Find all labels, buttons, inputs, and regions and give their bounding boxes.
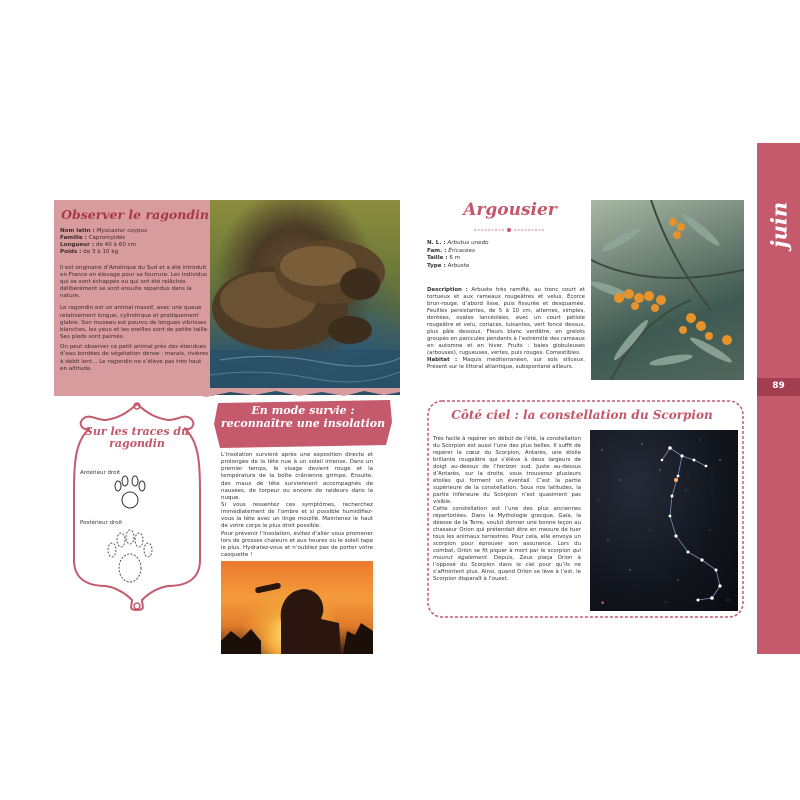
ragondin-latin: Nom latin : Myocastor coypus [60,228,148,234]
ragondin-text [60,228,210,373]
argousier-taille: Taille : 6 m [427,255,461,262]
survival-paragraph-3: Pour prévenir l’insolation, évitez d’aller vous promener lors de grosses chaleurs et aux heures où le soleil tape le plus. Hydratez-vous et n’oubliez pas de porter votre casquette ! [221,530,373,558]
scorpion-constellation-photo [590,430,738,611]
scorpion-text [433,436,581,583]
ragondin-paragraph-3: On peut observer ce petit animal près des étendues d’eau bordées de végétation dense : marais, rivières à débit lent... Le ragondin ne s’élève pas très haut en altitude. [60,344,209,372]
survival-paragraph-1: L’insolation survient après une exposition directe et prolongée de la tête nue à un soleil intense. Dans un premier temps, le visage devient rouge et la température de la boîte crânienne grimpe. Ensuite, des maux de tête surviennent accompagnés de nausées, de torpeur ou encore de raideurs dans la nuque. [221,452,373,501]
scorpion-title: Côté ciel : la constellation du Scorpion [451,408,713,422]
torn-edge [54,388,400,398]
ragondin-family: Famille : Capromyidés [60,235,126,242]
back-paw-print-icon [106,528,154,586]
argousier-habitat-paragraph: Habitat : Maquis méditerranéen, sur sols siliceux. Présent sur le littoral atlantique, subspontané ailleurs. [427,357,585,371]
scorpion-paragraph-1: Très facile à repérer en début de l’été, la constellation du Scorpion est aussi l’une des plus belles. Il suffit de repérer le cœur du Scorpion, Antarès, une étoile brillante rougeâtre qui s’élève à deux largeurs de doigt au-dessus de l’horizon sud. Juste au-dessus d’Antarès, sur la droite, vous trouverez plusieurs étoiles qui forment un éventail. C’est la partie supérieure de la constellation. Sous nos latitudes, la partie inférieure du Scorpion n’est quasiment pas visible. [433,436,581,506]
argousier-type: Type : Arbuste [427,262,470,269]
title-separator [474,227,544,233]
front-paw-print-icon [110,474,150,514]
argousier-description-paragraph: Description : Arbuste très ramifié, au tronc court et tortueux et aux rameaux rougeâtres et velus. Écorce brun-rouge, d’abord lisse, puis fissurée et desquamée. Feuilles persistantes, de 5 à 10 cm, alternes, simples, dentées, ovales lancéolées, avec un court pétiole rougeâtre et velu, coriaces, luisantes, vert foncé dessus, plus pâle dessous. Fleurs blanc verdâtre, en grelots groupés en panicules pendants à l’extrémité des rameaux en automne et en hiver. Fruits : baies globuleuses (arbouses), rugueuses, vertes, puis rouges. Comestibles. [427,287,585,357]
ragondin-paragraph-1: Il est originaire d’Amérique du Sud et a été introduit en France en élevage pour sa fourrure. Les individus qui se sont échappés ou qui ont été relâchés délibérément se sont ensuite répandus dans la nature. [60,264,207,300]
argousier-photo [591,200,744,380]
argousier-description [427,287,585,371]
ragondin-weight: Poids : de 3 à 10 kg [60,249,119,256]
front-print-label: Antérieur droit [80,470,121,476]
scorpion-paragraph-2: Cette constellation est l’une des plus anciennes répertoriées. Dans la Mythologie grecque, Gaïa, la déesse de la Terre, voulut donner une bonne leçon au chasseur Orion qui prétendait être en mesure de tuer tous les animaux terrestres. Pour cela, elle envoya un scorpion pour éprouver son assurance. Lors du combat, Orion se fit piquer à mort par le scorpion qui mourut également. Depuis, Zeus plaça Orion à l’opposé du Scorpion dans le ciel pour qu’ils ne s’affrontent plus. Ainsi, quand Orion se lève à l’est, le Scorpion disparaît à l’ouest. [433,506,581,583]
ragondin-photo [210,200,400,395]
month-label: juin [766,201,792,249]
back-print-label: Postérieur droit [80,520,123,526]
argousier-title: Argousier [463,200,557,220]
svg-text:•: • [600,599,606,609]
argousier-nl: N. L. : Arbutus unedo [427,240,489,246]
argousier-identity [427,240,587,270]
survival-photo [221,561,373,654]
ragondin-length: Longueur : de 40 à 60 cm [60,242,137,249]
survival-title: En mode survie : reconnaître une insolation [220,404,386,431]
argousier-fam: Fam. : Éricacées [427,247,475,254]
page-number: 89 [772,381,785,391]
survival-paragraph-2: Si vous ressentez ces symptômes, recherchez immédiatement de l’ombre et si possible humidifiez-vous la tête avec un linge mouillé. Maintenez le haut de votre corps le plus droit possible. [221,501,373,530]
ragondin-title: Observer le ragondin [61,207,209,222]
survival-text [221,452,373,559]
ragondin-paragraph-2: Le ragondin est un animal massif, avec une queue relativement longue, cylindrique et pratiquement glabre. Son museau est pourvu de longues vibrisses blanches, les yeux et les oreilles sont de petite taille. Ses pieds sont palmés. [60,305,209,341]
traces-title: Sur les traces du ragondin [84,425,190,451]
